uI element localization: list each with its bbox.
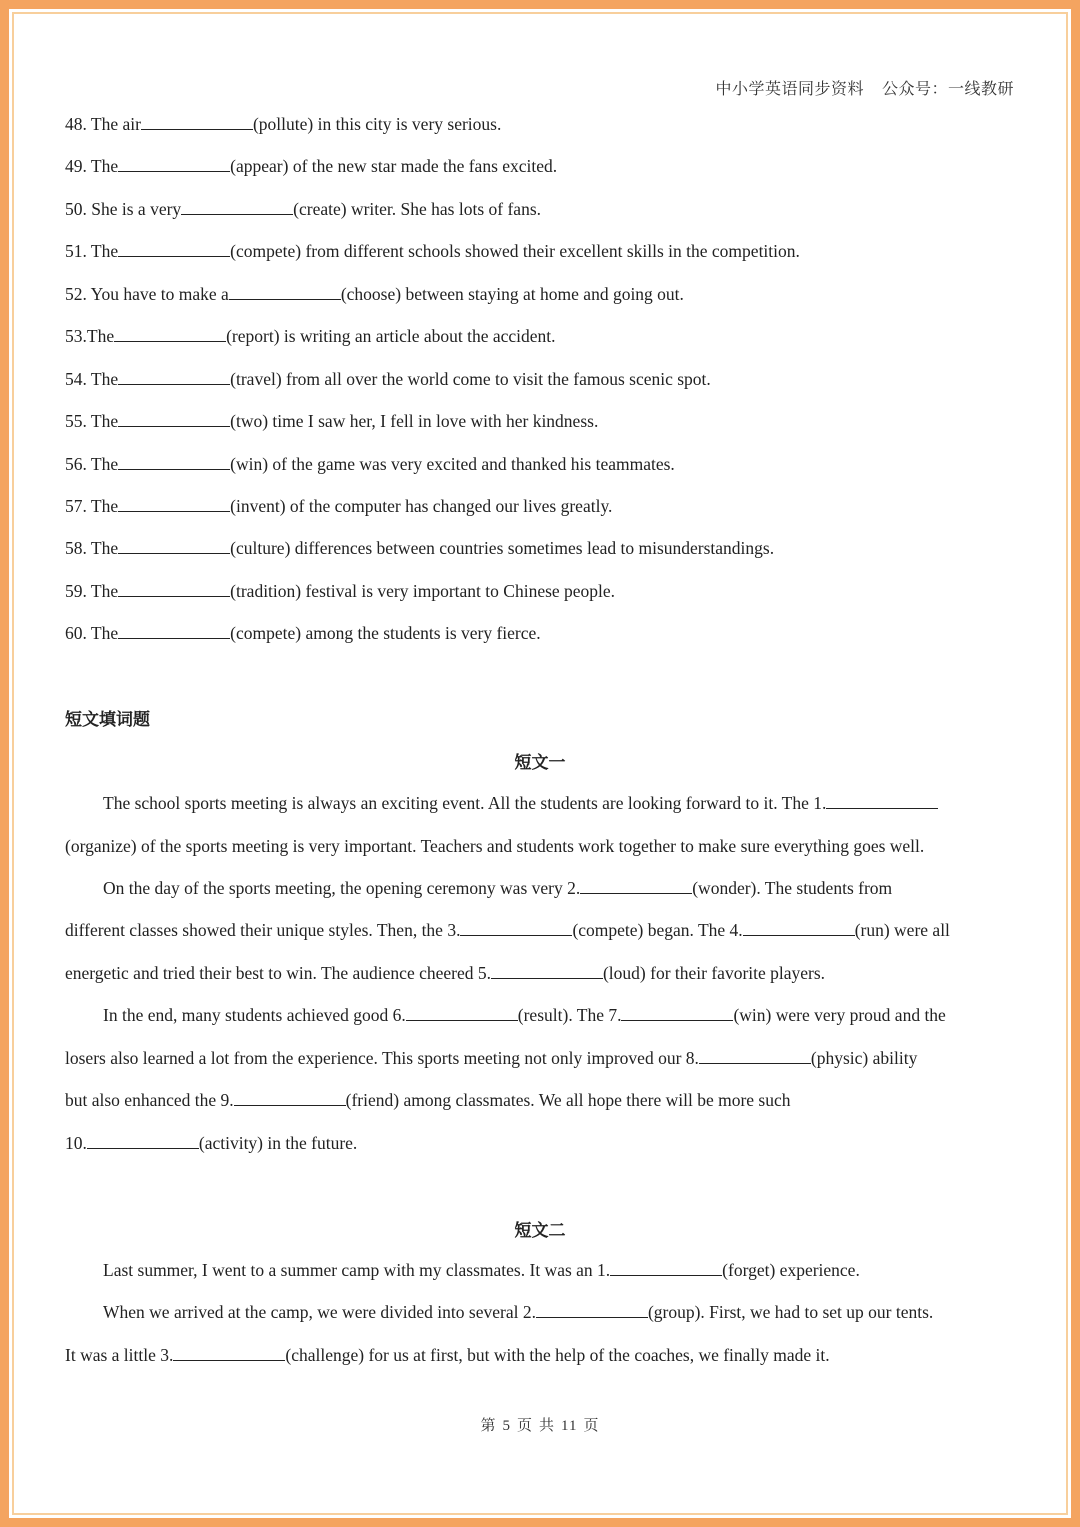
exercise-text: 56. The xyxy=(65,454,119,474)
exercise-text: 49. The xyxy=(65,156,119,176)
passage-text: (physic) ability xyxy=(810,1048,918,1068)
passage-text: 10. xyxy=(65,1133,87,1153)
exercise-58 xyxy=(65,538,774,559)
passage-text: (friend) among classmates. We all hope there will be more such xyxy=(345,1090,791,1110)
exercise-57 xyxy=(65,496,612,517)
answer-blank[interactable] xyxy=(87,1147,199,1149)
footer-text: 第 xyxy=(480,1418,497,1434)
exercise-text: 52. You have to make a xyxy=(65,284,229,304)
header-source: 中小学英语同步资料 xyxy=(715,81,864,98)
passage-text: losers also learned a lot from the experience. This sports meeting not only improved our 8. xyxy=(65,1048,699,1068)
passage-text: energetic and tried their best to win. The audience cheered 5. xyxy=(65,963,491,983)
passage-text: In the end, many students achieved good 6. xyxy=(103,1005,406,1025)
answer-blank[interactable] xyxy=(610,1274,722,1276)
exercise-text: 58. The xyxy=(65,538,119,558)
answer-blank[interactable] xyxy=(118,383,230,385)
exercise-49 xyxy=(65,156,557,177)
answer-blank[interactable] xyxy=(699,1062,811,1064)
answer-blank[interactable] xyxy=(460,934,572,936)
exercise-text: (travel) from all over the world come to visit the famous scenic spot. xyxy=(230,369,711,389)
footer-text: 页 xyxy=(583,1418,600,1434)
passage1-line xyxy=(65,1048,917,1069)
passage-text: (activity) in the future. xyxy=(198,1133,358,1153)
exercise-56 xyxy=(65,454,675,475)
answer-blank[interactable] xyxy=(234,1104,346,1106)
exercise-48 xyxy=(65,114,501,135)
passage1-line xyxy=(103,878,892,899)
passage2-line xyxy=(103,1302,933,1323)
answer-blank[interactable] xyxy=(491,977,603,979)
passage1-line xyxy=(65,963,825,984)
exercise-text: 60. The xyxy=(65,623,119,643)
passage-text: (wonder). The students from xyxy=(692,878,893,898)
exercise-55 xyxy=(65,411,598,432)
exercise-text: 50. She is a very xyxy=(65,199,182,219)
exercise-59 xyxy=(65,581,615,602)
exercise-text: 57. The xyxy=(65,496,119,516)
current-page-number: 5 xyxy=(502,1418,511,1434)
exercise-text: 59. The xyxy=(65,581,119,601)
passage-text: (run) were all xyxy=(854,920,950,940)
exercise-text: (report) is writing an article about the accident. xyxy=(226,326,556,346)
exercise-51 xyxy=(65,241,800,262)
answer-blank[interactable] xyxy=(118,255,230,257)
answer-blank[interactable] xyxy=(118,552,230,554)
exercise-text: (choose) between staying at home and going out. xyxy=(340,284,684,304)
passage2-line xyxy=(65,1345,830,1366)
passage-text: The school sports meeting is always an exciting event. All the students are looking forward to it. The 1. xyxy=(103,793,827,813)
exercise-53 xyxy=(65,326,556,347)
passage1-line xyxy=(65,1133,357,1154)
exercise-text: 54. The xyxy=(65,369,119,389)
answer-blank[interactable] xyxy=(743,934,855,936)
footer-text: 页 xyxy=(517,1418,534,1434)
exercise-text: (compete) among the students is very fierce. xyxy=(230,623,541,643)
answer-blank[interactable] xyxy=(621,1019,733,1021)
passage-text: It was a little 3. xyxy=(65,1345,174,1365)
passage1-line xyxy=(103,793,938,814)
exercise-text: (win) of the game was very excited and thanked his teammates. xyxy=(230,454,675,474)
answer-blank[interactable] xyxy=(118,637,230,639)
passage2-line xyxy=(103,1260,860,1281)
answer-blank[interactable] xyxy=(118,425,230,427)
exercise-text: 51. The xyxy=(65,241,119,261)
section-title: 短文填词题 xyxy=(65,710,150,730)
page-header xyxy=(715,76,1014,99)
exercise-text: (pollute) in this city is very serious. xyxy=(252,114,502,134)
passage-text: When we arrived at the camp, we were divided into several 2. xyxy=(103,1302,536,1322)
exercise-54 xyxy=(65,369,711,390)
passage-text: (group). First, we had to set up our tents. xyxy=(647,1302,934,1322)
answer-blank[interactable] xyxy=(826,807,938,809)
passage-text: (compete) began. The 4. xyxy=(572,920,743,940)
answer-blank[interactable] xyxy=(536,1316,648,1318)
footer-text: 共 xyxy=(539,1418,556,1434)
answer-blank[interactable] xyxy=(141,128,253,130)
exercise-text: (culture) differences between countries sometimes lead to misunderstandings. xyxy=(230,538,775,558)
passage-text: Last summer, I went to a summer camp with my classmates. It was an 1. xyxy=(103,1260,611,1280)
passage-text: (result). The 7. xyxy=(517,1005,622,1025)
exercise-50 xyxy=(65,199,541,220)
passage2-title: 短文二 xyxy=(514,1221,566,1241)
passage-text: (organize) of the sports meeting is very important. Teachers and students work together to make sure everything goes well. xyxy=(65,836,925,856)
exercise-60 xyxy=(65,623,541,644)
answer-blank[interactable] xyxy=(118,170,230,172)
answer-blank[interactable] xyxy=(229,298,341,300)
exercise-text: 55. The xyxy=(65,411,119,431)
answer-blank[interactable] xyxy=(118,468,230,470)
exercise-text: (invent) of the computer has changed our lives greatly. xyxy=(230,496,613,516)
passage1-line xyxy=(65,1090,791,1111)
exercise-52 xyxy=(65,284,684,305)
exercise-text: (two) time I saw her, I fell in love with her kindness. xyxy=(230,411,599,431)
answer-blank[interactable] xyxy=(173,1359,285,1361)
exercise-text: 53.The xyxy=(65,326,115,346)
answer-blank[interactable] xyxy=(114,340,226,342)
page-footer xyxy=(0,1414,1080,1435)
passage-text: On the day of the sports meeting, the opening ceremony was very 2. xyxy=(103,878,581,898)
passage1-line xyxy=(65,920,950,941)
answer-blank[interactable] xyxy=(118,595,230,597)
passage-text: (win) were very proud and the xyxy=(733,1005,946,1025)
passage-text: different classes showed their unique styles. Then, the 3. xyxy=(65,920,461,940)
passage1-line xyxy=(103,1005,946,1026)
passage-text: but also enhanced the 9. xyxy=(65,1090,234,1110)
exercise-text: (create) writer. She has lots of fans. xyxy=(293,199,542,219)
answer-blank[interactable] xyxy=(406,1019,518,1021)
passage1-title: 短文一 xyxy=(514,753,566,773)
passage-text: (loud) for their favorite players. xyxy=(602,963,826,983)
passage-text: (challenge) for us at first, but with the help of the coaches, we finally made it. xyxy=(285,1345,830,1365)
passage-text: (forget) experience. xyxy=(722,1260,860,1280)
exercise-text: 48. The air xyxy=(65,114,141,134)
exercise-text: (tradition) festival is very important to Chinese people. xyxy=(230,581,616,601)
answer-blank[interactable] xyxy=(580,892,692,894)
answer-blank[interactable] xyxy=(118,510,230,512)
passage1-line xyxy=(65,836,924,857)
exercise-text: (appear) of the new star made the fans excited. xyxy=(230,156,558,176)
answer-blank[interactable] xyxy=(181,213,293,215)
exercise-text: (compete) from different schools showed their excellent skills in the competition. xyxy=(230,241,800,261)
total-pages-number: 11 xyxy=(561,1418,578,1434)
header-account: 公众号：一线教研 xyxy=(881,81,1014,98)
